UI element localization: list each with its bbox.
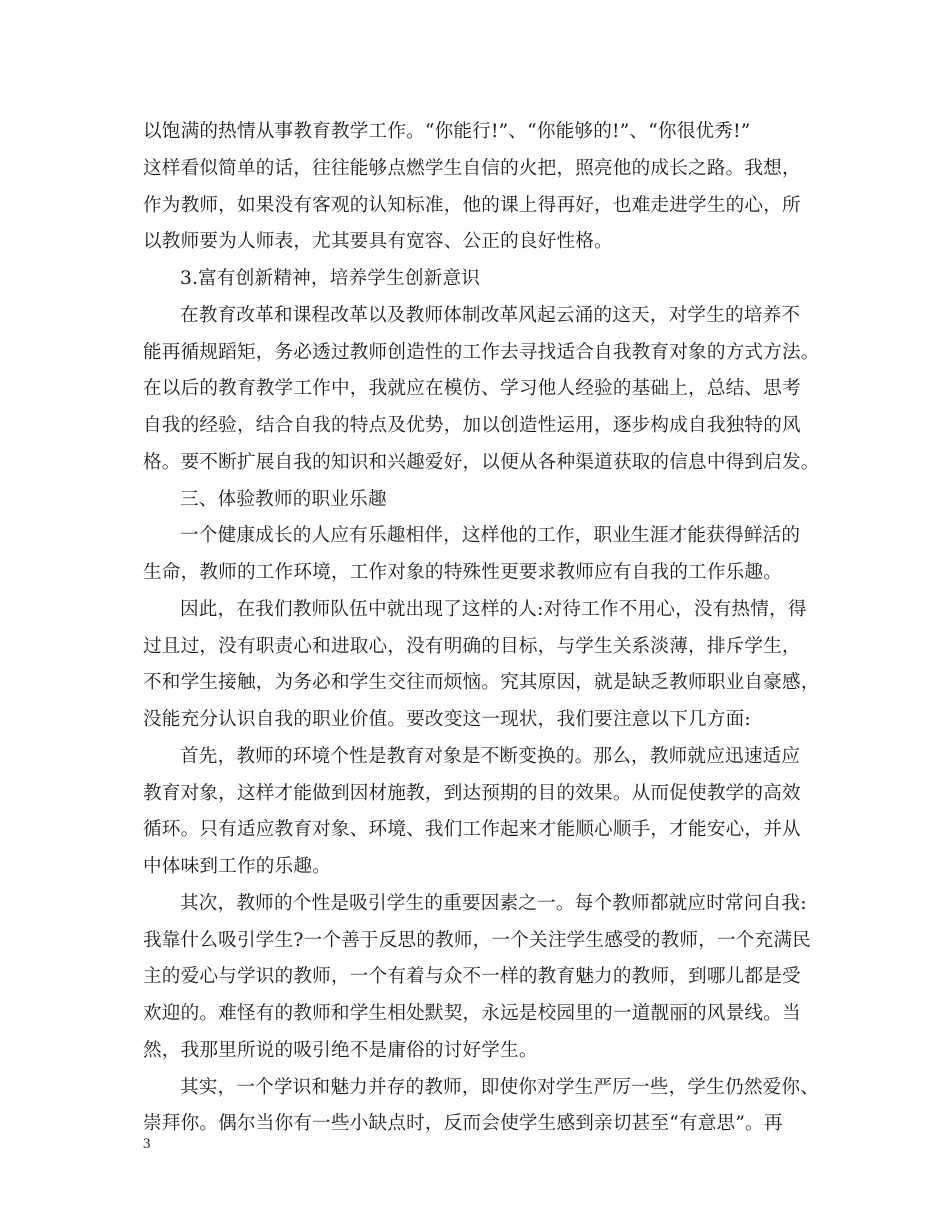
text-line: 这样看似简单的话，往往能够点燃学生自信的火把，照亮他的成长之路。我想，	[143, 158, 801, 179]
text-line: 没能充分认识自我的职业价值。要改变这一现状，我们要注意以下几方面:	[143, 709, 751, 730]
text-line: 教育对象，这样才能做到因材施教，到达预期的目的效果。从而促使教学的高效	[143, 783, 801, 804]
section-heading: 3.富有创新精神，培养学生创新意识	[180, 268, 481, 289]
text-line: 作为教师，如果没有客观的认知标准，他的课上得再好，也难走进学生的心，所	[143, 195, 801, 216]
text-line: 自我的经验，结合自我的特点及优势，加以创造性运用，逐步构成自我独特的风	[143, 415, 801, 436]
text-line: 其次，教师的个性是吸引学生的重要因素之一。每个教师都就应时常问自我:	[180, 893, 807, 914]
text-line: 在教育改革和课程改革以及教师体制改革风起云涌的这天，对学生的培养不	[180, 305, 801, 326]
text-line: 我靠什么吸引学生?一个善于反思的教师，一个关注学生感受的教师，一个充满民	[143, 930, 811, 951]
section-heading: 三、体验教师的职业乐趣	[180, 489, 387, 510]
text-line: 以教师要为人师表，尤其要具有宽容、公正的良好性格。	[143, 231, 613, 252]
page-number: 3	[143, 1136, 151, 1152]
text-line: 不和学生接触，为务必和学生交往而烦恼。究其原因，就是缺乏教师职业自豪感，	[143, 672, 820, 693]
text-line: 循环。只有适应教育对象、环境、我们工作起来才能顺心顺手，才能安心，并从	[143, 819, 801, 840]
text-line: 首先，教师的环境个性是教育对象是不断变换的。那么，教师就应迅速适应	[180, 746, 801, 767]
text-line: 过且过，没有职责心和进取心，没有明确的目标，与学生关系淡薄，排斥学生，	[143, 636, 801, 657]
text-line: 其实，一个学识和魅力并存的教师，即使你对学生严厉一些，学生仍然爱你、	[180, 1077, 819, 1098]
text-line: 格。要不断扩展自我的知识和兴趣爱好，以便从各种渠道获取的信息中得到启发。	[143, 452, 820, 473]
text-line: 然，我那里所说的吸引绝不是庸俗的讨好学生。	[143, 1040, 538, 1061]
text-line: 以饱满的热情从事教育教学工作。“你能行!”、“你能够的!”、“你很优秀!”	[143, 121, 751, 142]
text-line: 欢迎的。难怪有的教师和学生相处默契，永远是校园里的一道靓丽的风景线。当	[143, 1003, 801, 1024]
text-line: 中体味到工作的乐趣。	[143, 856, 331, 877]
text-line: 生命，教师的工作环境，工作对象的特殊性更要求教师应有自我的工作乐趣。	[143, 562, 782, 583]
text-line: 因此，在我们教师队伍中就出现了这样的人:对待工作不用心，没有热情，得	[180, 599, 807, 620]
text-line: 崇拜你。偶尔当你有一些小缺点时，反而会使学生感到亲切甚至“有意思”。再	[143, 1113, 783, 1134]
text-line: 一个健康成长的人应有乐趣相伴，这样他的工作，职业生涯才能获得鲜活的	[180, 525, 801, 546]
text-line: 主的爱心与学识的教师，一个有着与众不一样的教育魅力的教师，到哪儿都是受	[143, 966, 801, 987]
text-line: 在以后的教育教学工作中，我就应在模仿、学习他人经验的基础上，总结、思考	[143, 378, 801, 399]
text-line: 能再循规蹈矩，务必透过教师创造性的工作去寻找适合自我教育对象的方式方法。	[143, 342, 820, 363]
